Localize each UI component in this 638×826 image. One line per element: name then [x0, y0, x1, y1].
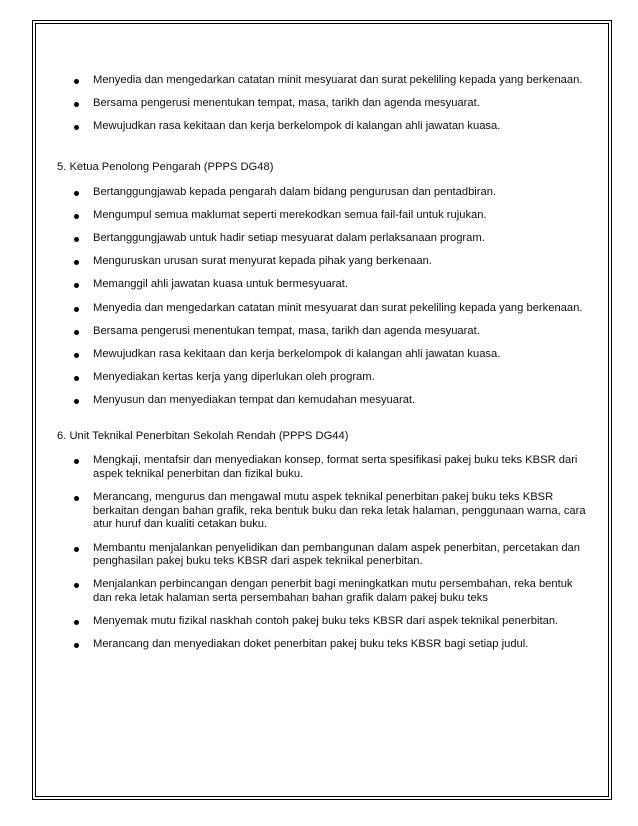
list-item: Memanggil ahli jawatan kuasa untuk bermesyuarat. — [57, 278, 587, 292]
list-item: Bersama pengerusi menentukan tempat, masa, tarikh dan agenda mesyuarat. — [57, 325, 587, 339]
section-ketua-penolong-pengarah — [57, 161, 587, 408]
list-item: Bertanggungjawab kepada pengarah dalam bidang pengurusan dan pentadbiran. — [57, 186, 587, 200]
list-item: Bersama pengerusi menentukan tempat, masa, tarikh dan agenda mesyuarat. — [57, 97, 587, 111]
list-item: Bertanggungjawab untuk hadir setiap mesyuarat dalam perlaksanaan program. — [57, 232, 587, 246]
list-item: Menyusun dan menyediakan tempat dan kemudahan mesyuarat. — [57, 394, 587, 408]
list-item: Menyemak mutu fizikal naskhah contoh pakej buku teks KBSR dari aspek teknikal penerbitan. — [57, 615, 587, 629]
list-item: Menyedia dan mengedarkan catatan minit mesyuarat dan surat pekeliling kepada yang berkenaan. — [57, 302, 587, 316]
list-item: Menjalankan perbincangan dengan penerbit bagi meningkatkan mutu persembahan, reka bentuk dan reka letak halaman serta persembahan bahan grafik dalam pakej buku teks — [57, 578, 587, 605]
intro-bullet-list — [57, 74, 587, 134]
list-item: Menyediakan kertas kerja yang diperlukan oleh program. — [57, 371, 587, 385]
section-unit-teknikal-penerbitan — [57, 430, 587, 652]
section-title: 5. Ketua Penolong Pengarah (PPPS DG48) — [57, 160, 274, 173]
document-content — [57, 74, 587, 662]
section-title: 6. Unit Teknikal Penerbitan Sekolah Rendah (PPPS DG44) — [57, 429, 349, 442]
list-item: Mewujudkan rasa kekitaan dan kerja berkelompok di kalangan ahli jawatan kuasa. — [57, 348, 587, 362]
list-item: Mengkaji, mentafsir dan menyediakan konsep, format serta spesifikasi pakej buku teks KBSR dari aspek teknikal penerbitan dan fizikal buku. — [57, 454, 587, 481]
list-item: Merancang, mengurus dan mengawal mutu aspek teknikal penerbitan pakej buku teks KBSR berkaitan dengan bahan grafik, reka bentuk buku dan reka letak halaman, penggunaan warna, cara atur huruf dan kualiti cetakan buku. — [57, 491, 587, 532]
list-item: Mewujudkan rasa kekitaan dan kerja berkelompok di kalangan ahli jawatan kuasa. — [57, 120, 587, 134]
list-item: Merancang dan menyediakan doket penerbitan pakej buku teks KBSR bagi setiap judul. — [57, 638, 587, 652]
list-item: Menguruskan urusan surat menyurat kepada pihak yang berkenaan. — [57, 255, 587, 269]
list-item: Menyedia dan mengedarkan catatan minit mesyuarat dan surat pekeliling kepada yang berkenaan. — [57, 74, 587, 88]
list-item: Membantu menjalankan penyelidikan dan pembangunan dalam aspek penerbitan, percetakan dan penghasilan pakej buku teks KBSR dari aspek teknikal penerbitan. — [57, 542, 587, 569]
list-item: Mengumpul semua maklumat seperti merekodkan semua fail-fail untuk rujukan. — [57, 209, 587, 223]
bullet-list — [57, 186, 587, 408]
bullet-list — [57, 454, 587, 652]
